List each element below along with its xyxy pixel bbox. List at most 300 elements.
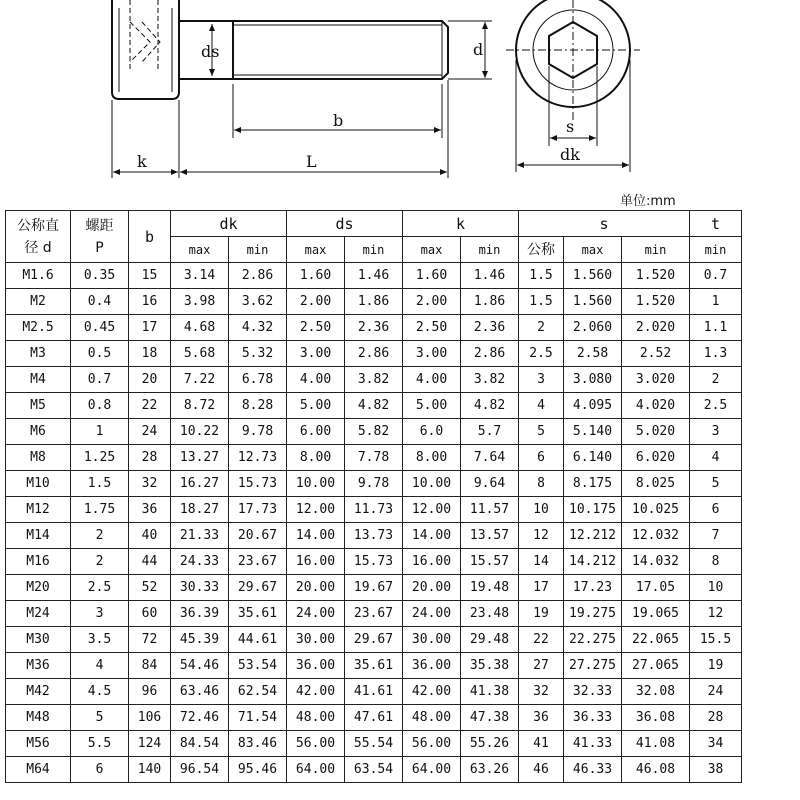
cell-k-max: 4.00 [403,367,461,393]
bolt-head-side [112,0,179,99]
cell-k-max: 24.00 [403,601,461,627]
cell-k-min: 35.38 [461,653,519,679]
cell-d: M42 [6,679,71,705]
cell-dk-max: 84.54 [171,731,229,757]
cell-dk-max: 13.27 [171,445,229,471]
cell-ds-min: 7.78 [345,445,403,471]
cell-s-min: 36.08 [622,705,690,731]
cell-s-min: 12.032 [622,523,690,549]
cell-dk-max: 21.33 [171,523,229,549]
cell-s-min: 6.020 [622,445,690,471]
cell-dk-min: 44.61 [229,627,287,653]
cell-s-min: 3.020 [622,367,690,393]
header-s-nominal: 公称 [519,237,564,263]
cell-dk-max: 72.46 [171,705,229,731]
d-dimension [448,21,492,79]
cell-ds-max: 36.00 [287,653,345,679]
cell-ds-min: 3.82 [345,367,403,393]
cell-s-max: 41.33 [564,731,622,757]
cell-s-max: 46.33 [564,757,622,783]
cell-dk-min: 35.61 [229,601,287,627]
cell-t-min: 28 [690,705,742,731]
cell-dk-min: 3.62 [229,289,287,315]
cell-pitch: 1.25 [71,445,129,471]
cell-pitch: 0.4 [71,289,129,315]
cell-b: 96 [129,679,171,705]
cell-pitch: 4 [71,653,129,679]
cell-ds-max: 64.00 [287,757,345,783]
cell-s-max: 2.58 [564,341,622,367]
cell-s-max: 6.140 [564,445,622,471]
label-dk: dk [560,145,580,164]
cell-s-min: 19.065 [622,601,690,627]
cell-k-max: 3.00 [403,341,461,367]
cell-s-nominal: 22 [519,627,564,653]
cell-dk-min: 6.78 [229,367,287,393]
cell-ds-max: 10.00 [287,471,345,497]
cell-t-min: 1 [690,289,742,315]
cell-s-max: 2.060 [564,315,622,341]
header-ds-max: max [287,237,345,263]
cell-s-max: 5.140 [564,419,622,445]
cell-s-min: 2.020 [622,315,690,341]
cell-ds-min: 13.73 [345,523,403,549]
cell-s-min: 22.065 [622,627,690,653]
cell-dk-max: 96.54 [171,757,229,783]
cell-ds-min: 29.67 [345,627,403,653]
cell-d: M48 [6,705,71,731]
cell-s-max: 14.212 [564,549,622,575]
cell-pitch: 2 [71,523,129,549]
cell-dk-min: 15.73 [229,471,287,497]
header-s-max: max [564,237,622,263]
header-pitch-line2: P [95,239,104,256]
cell-pitch: 6 [71,757,129,783]
cell-d: M2.5 [6,315,71,341]
cell-d: M56 [6,731,71,757]
cell-b: 44 [129,549,171,575]
cell-dk-min: 5.32 [229,341,287,367]
cell-b: 124 [129,731,171,757]
cell-s-nominal: 32 [519,679,564,705]
cell-k-min: 19.48 [461,575,519,601]
cell-t-min: 6 [690,497,742,523]
cell-ds-min: 9.78 [345,471,403,497]
cell-s-nominal: 1.5 [519,263,564,289]
cell-t-min: 34 [690,731,742,757]
header-ds-min: min [345,237,403,263]
cell-dk-min: 12.73 [229,445,287,471]
header-pitch [71,211,129,263]
table-row [6,627,742,653]
header-t-min: min [690,237,742,263]
cell-k-max: 48.00 [403,705,461,731]
table-row [6,549,742,575]
cell-k-min: 47.38 [461,705,519,731]
cell-pitch: 0.5 [71,341,129,367]
cell-b: 32 [129,471,171,497]
cell-k-min: 2.86 [461,341,519,367]
cell-b: 106 [129,705,171,731]
cell-ds-min: 11.73 [345,497,403,523]
bolt-head-top [506,0,640,120]
cell-s-nominal: 3 [519,367,564,393]
cell-s-min: 1.520 [622,289,690,315]
cell-s-nominal: 10 [519,497,564,523]
cell-s-nominal: 8 [519,471,564,497]
cell-s-nominal: 46 [519,757,564,783]
cell-dk-min: 83.46 [229,731,287,757]
cell-s-min: 27.065 [622,653,690,679]
table-row [6,575,742,601]
cell-dk-max: 24.33 [171,549,229,575]
cell-dk-max: 63.46 [171,679,229,705]
cell-s-max: 1.560 [564,263,622,289]
cell-k-max: 30.00 [403,627,461,653]
cell-pitch: 5 [71,705,129,731]
cell-dk-max: 5.68 [171,341,229,367]
cell-pitch: 0.45 [71,315,129,341]
cell-k-max: 2.50 [403,315,461,341]
cell-s-nominal: 5 [519,419,564,445]
cell-s-nominal: 36 [519,705,564,731]
header-pitch-line1: 螺距 [85,217,114,234]
cell-k-min: 4.82 [461,393,519,419]
cell-d: M12 [6,497,71,523]
cell-s-nominal: 41 [519,731,564,757]
cell-dk-max: 8.72 [171,393,229,419]
cell-dk-max: 45.39 [171,627,229,653]
cell-k-max: 64.00 [403,757,461,783]
cell-ds-min: 15.73 [345,549,403,575]
cell-ds-min: 47.61 [345,705,403,731]
cell-pitch: 5.5 [71,731,129,757]
cell-t-min: 4 [690,445,742,471]
cell-dk-min: 95.46 [229,757,287,783]
bolt-drawing [0,0,800,200]
cell-s-max: 1.560 [564,289,622,315]
cell-dk-min: 17.73 [229,497,287,523]
cell-ds-max: 24.00 [287,601,345,627]
table-body [6,263,742,783]
cell-b: 16 [129,289,171,315]
cell-t-min: 19 [690,653,742,679]
cell-s-max: 17.23 [564,575,622,601]
cell-ds-max: 30.00 [287,627,345,653]
table-row [6,731,742,757]
header-dk-max: max [171,237,229,263]
table-row [6,445,742,471]
cell-ds-max: 5.00 [287,393,345,419]
cell-dk-min: 62.54 [229,679,287,705]
cell-pitch: 1.5 [71,471,129,497]
table-row [6,523,742,549]
cell-k-min: 11.57 [461,497,519,523]
cell-dk-min: 8.28 [229,393,287,419]
header-s-min: min [622,237,690,263]
cell-d: M3 [6,341,71,367]
cell-k-max: 16.00 [403,549,461,575]
cell-b: 17 [129,315,171,341]
table-row [6,341,742,367]
cell-k-min: 9.64 [461,471,519,497]
cell-s-nominal: 27 [519,653,564,679]
cell-ds-max: 16.00 [287,549,345,575]
cell-d: M20 [6,575,71,601]
table-row [6,367,742,393]
cell-dk-max: 18.27 [171,497,229,523]
header-dk-min: min [229,237,287,263]
cell-s-nominal: 17 [519,575,564,601]
cell-t-min: 38 [690,757,742,783]
cell-d: M4 [6,367,71,393]
cell-pitch: 3 [71,601,129,627]
cell-k-max: 36.00 [403,653,461,679]
cell-dk-min: 71.54 [229,705,287,731]
header-b: b [129,211,171,263]
cell-ds-max: 20.00 [287,575,345,601]
table-row [6,705,742,731]
cell-ds-max: 3.00 [287,341,345,367]
cell-s-nominal: 1.5 [519,289,564,315]
cell-t-min: 10 [690,575,742,601]
cell-d: M10 [6,471,71,497]
label-s: s [566,117,575,136]
label-L: L [306,152,317,171]
cell-ds-min: 5.82 [345,419,403,445]
cell-ds-max: 56.00 [287,731,345,757]
cell-ds-min: 23.67 [345,601,403,627]
cell-s-nominal: 4 [519,393,564,419]
cell-dk-max: 3.98 [171,289,229,315]
cell-k-max: 10.00 [403,471,461,497]
dimension-table [5,210,742,783]
cell-dk-min: 53.54 [229,653,287,679]
cell-ds-min: 2.86 [345,341,403,367]
label-ds: ds [201,42,220,61]
cell-k-max: 5.00 [403,393,461,419]
cell-dk-min: 20.67 [229,523,287,549]
cell-pitch: 0.8 [71,393,129,419]
cell-b: 140 [129,757,171,783]
cell-dk-max: 3.14 [171,263,229,289]
label-b: b [333,111,344,130]
cell-d: M64 [6,757,71,783]
cell-t-min: 3 [690,419,742,445]
header-k: k [403,211,519,237]
cell-ds-min: 63.54 [345,757,403,783]
table-row [6,679,742,705]
cell-ds-max: 8.00 [287,445,345,471]
cell-b: 22 [129,393,171,419]
cell-k-max: 1.60 [403,263,461,289]
table-row [6,289,742,315]
cell-k-min: 5.7 [461,419,519,445]
cell-s-min: 5.020 [622,419,690,445]
header-k-max: max [403,237,461,263]
table-row [6,471,742,497]
table-row [6,263,742,289]
cell-ds-min: 19.67 [345,575,403,601]
cell-k-min: 41.38 [461,679,519,705]
cell-k-max: 20.00 [403,575,461,601]
cell-t-min: 1.3 [690,341,742,367]
cell-dk-min: 4.32 [229,315,287,341]
cell-s-min: 32.08 [622,679,690,705]
cell-ds-max: 1.60 [287,263,345,289]
table-row [6,757,742,783]
cell-pitch: 2.5 [71,575,129,601]
header-nominal-line1: 公称直 [17,217,59,234]
cell-ds-max: 4.00 [287,367,345,393]
label-d: d [473,40,484,59]
cell-b: 15 [129,263,171,289]
cell-b: 24 [129,419,171,445]
unit-note: 单位:mm [620,194,676,209]
cell-k-min: 7.64 [461,445,519,471]
cell-s-nominal: 2 [519,315,564,341]
cell-s-nominal: 12 [519,523,564,549]
cell-dk-max: 10.22 [171,419,229,445]
cell-b: 84 [129,653,171,679]
cell-b: 60 [129,601,171,627]
cell-d: M24 [6,601,71,627]
header-dk: dk [171,211,287,237]
cell-s-min: 8.025 [622,471,690,497]
cell-ds-min: 55.54 [345,731,403,757]
cell-b: 72 [129,627,171,653]
label-k: k [137,152,147,171]
cell-k-max: 2.00 [403,289,461,315]
cell-t-min: 24 [690,679,742,705]
cell-ds-min: 2.36 [345,315,403,341]
cell-ds-min: 41.61 [345,679,403,705]
cell-ds-min: 4.82 [345,393,403,419]
cell-s-min: 46.08 [622,757,690,783]
cell-d: M1.6 [6,263,71,289]
cell-dk-max: 16.27 [171,471,229,497]
cell-k-max: 42.00 [403,679,461,705]
cell-s-min: 14.032 [622,549,690,575]
cell-s-nominal: 6 [519,445,564,471]
cell-s-min: 2.52 [622,341,690,367]
cell-dk-max: 30.33 [171,575,229,601]
header-k-min: min [461,237,519,263]
cell-k-max: 12.00 [403,497,461,523]
cell-ds-min: 35.61 [345,653,403,679]
cell-k-max: 14.00 [403,523,461,549]
cell-k-min: 15.57 [461,549,519,575]
cell-k-min: 1.86 [461,289,519,315]
cell-d: M30 [6,627,71,653]
cell-s-min: 10.025 [622,497,690,523]
cell-d: M2 [6,289,71,315]
table-row [6,601,742,627]
cell-t-min: 0.7 [690,263,742,289]
cell-t-min: 5 [690,471,742,497]
header-s: s [519,211,690,237]
cell-dk-min: 2.86 [229,263,287,289]
cell-b: 18 [129,341,171,367]
cell-s-max: 10.175 [564,497,622,523]
cell-k-min: 29.48 [461,627,519,653]
cell-pitch: 0.7 [71,367,129,393]
cell-k-min: 13.57 [461,523,519,549]
cell-k-min: 1.46 [461,263,519,289]
cell-b: 40 [129,523,171,549]
cell-dk-max: 36.39 [171,601,229,627]
cell-t-min: 2.5 [690,393,742,419]
cell-k-min: 3.82 [461,367,519,393]
cell-dk-max: 54.46 [171,653,229,679]
cell-pitch: 4.5 [71,679,129,705]
cell-ds-max: 6.00 [287,419,345,445]
cell-t-min: 8 [690,549,742,575]
cell-s-nominal: 19 [519,601,564,627]
cell-s-max: 4.095 [564,393,622,419]
cell-pitch: 3.5 [71,627,129,653]
table-row [6,315,742,341]
cell-b: 28 [129,445,171,471]
cell-pitch: 1 [71,419,129,445]
header-nominal-diameter [6,211,71,263]
cell-b: 36 [129,497,171,523]
cell-s-nominal: 14 [519,549,564,575]
cell-k-min: 63.26 [461,757,519,783]
cell-k-max: 56.00 [403,731,461,757]
cell-dk-min: 23.67 [229,549,287,575]
cell-s-max: 27.275 [564,653,622,679]
cell-s-max: 36.33 [564,705,622,731]
cell-dk-min: 29.67 [229,575,287,601]
cell-k-min: 55.26 [461,731,519,757]
cell-b: 52 [129,575,171,601]
cell-s-max: 12.212 [564,523,622,549]
cell-t-min: 15.5 [690,627,742,653]
header-ds: ds [287,211,403,237]
cell-d: M8 [6,445,71,471]
cell-ds-max: 48.00 [287,705,345,731]
table-row [6,497,742,523]
cell-ds-min: 1.86 [345,289,403,315]
table-row [6,419,742,445]
table-row [6,653,742,679]
cell-s-max: 32.33 [564,679,622,705]
cell-d: M16 [6,549,71,575]
cell-s-max: 19.275 [564,601,622,627]
cell-t-min: 7 [690,523,742,549]
cell-dk-max: 7.22 [171,367,229,393]
cell-s-min: 4.020 [622,393,690,419]
header-t: t [690,211,742,237]
cell-s-min: 1.520 [622,263,690,289]
cell-s-max: 8.175 [564,471,622,497]
cell-d: M36 [6,653,71,679]
cell-ds-max: 14.00 [287,523,345,549]
cell-b: 20 [129,367,171,393]
cell-s-min: 17.05 [622,575,690,601]
cell-k-min: 23.48 [461,601,519,627]
cell-ds-max: 2.50 [287,315,345,341]
cell-dk-min: 9.78 [229,419,287,445]
cell-t-min: 1.1 [690,315,742,341]
k-L-dimensions [112,80,448,178]
cell-ds-min: 1.46 [345,263,403,289]
cell-ds-max: 42.00 [287,679,345,705]
cell-t-min: 12 [690,601,742,627]
cell-d: M6 [6,419,71,445]
cell-k-max: 8.00 [403,445,461,471]
